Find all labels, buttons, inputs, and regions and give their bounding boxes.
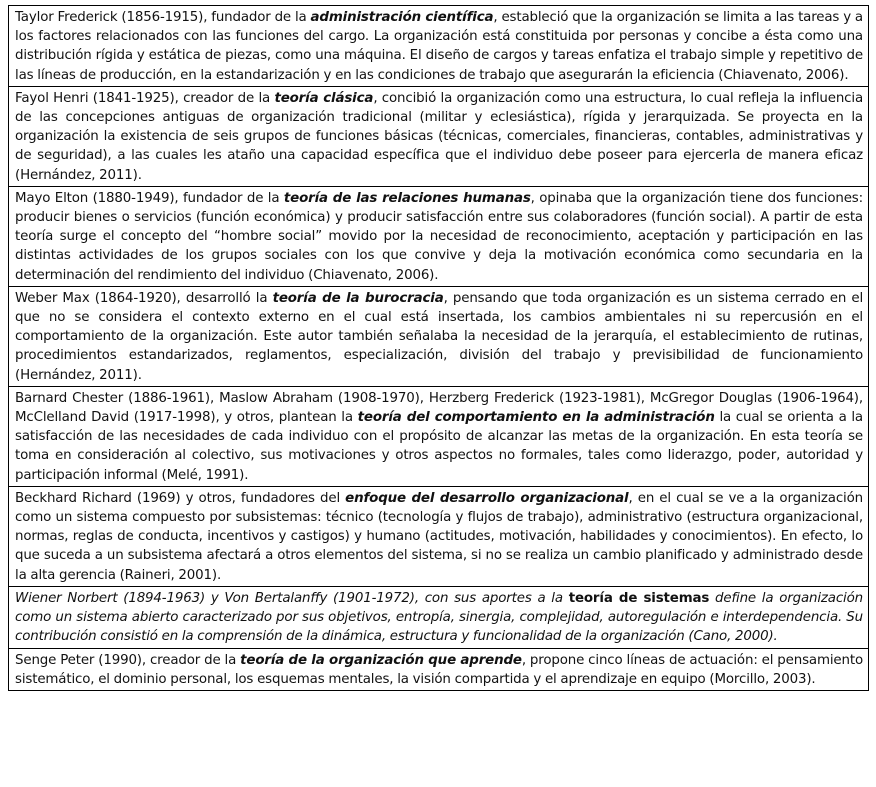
theory-name-highlight: teoría de la organización que aprende: [240, 652, 522, 668]
table-row: [9, 87, 868, 187]
row-text-before: Fayol Henri (1841-1925), creador de la: [15, 90, 275, 106]
row-text-after: , estableció que la organización se limita a las tareas y a los factores relacionados con las funciones del cargo. La organización está constituida por personas y concibe a ésta como una distribución rígida y estática de piezas, como una máquina. El diseño de cargos y tareas enfatiza el trabajo simple y repetitivo de las líneas de producción, en la estandarización y en las condiciones de trabajo que asegurarán la eficiencia (Chiavenato, 2006).: [15, 10, 863, 83]
theory-name-highlight: teoría de la burocracia: [272, 290, 444, 306]
row-text-barnard: [15, 389, 863, 485]
row-text-mayo: [15, 189, 863, 285]
table-row: [9, 187, 868, 287]
row-text-wiener: [15, 589, 863, 647]
theory-name-highlight: teoría del comportamiento en la administración: [357, 410, 715, 426]
row-text-before: Weber Max (1864-1920), desarrolló la: [15, 290, 273, 306]
table-row: [9, 6, 868, 87]
row-text-taylor: [15, 8, 863, 85]
row-text-after: , propone cinco líneas de actuación: el pensamiento sistemático, el dominio personal, los esquemas mentales, la visión compartida y el aprendizaje en equipo (Morcillo, 2003).: [15, 652, 863, 687]
row-text-after: define la organización como un sistema abierto caracterizado por sus objetivos, entropía, sinergia, complejidad, autoregulación e interdependencia. Su contribución consistió en la comprensión de la dinámica, estructura y funcionalidad de la organización (Cano, 2000).: [15, 590, 864, 645]
table-row: [9, 587, 868, 649]
row-text-weber: [15, 289, 863, 385]
row-text-senge: [15, 651, 863, 689]
row-text-before: Wiener Norbert (1894-1963) y Von Bertalanffy (1901-1972), con sus aportes a la: [15, 590, 569, 606]
row-text-after: la cual se orienta a la satisfacción de las necesidades de cada individuo con el propósito de alcanzar las metas de la organización. En esta teoría se toma en consideración al colectivo, sus motivaciones y otros aspectos no formales, tales como liderazgo, poder, autoridad y participación informal (Melé, 1991).: [15, 410, 863, 483]
theory-name-highlight: administración científica: [310, 10, 494, 25]
theory-name-highlight: teoría de las relaciones humanas: [283, 190, 531, 206]
table-row: [9, 487, 868, 587]
table-row: [9, 649, 868, 691]
table-row: [9, 287, 868, 387]
row-text-after: , opinaba que la organización tiene dos funciones: producir bienes o servicios (función económica) y producir satisfacción entre sus colaboradores (función social). A partir de esta teoría surge el concepto del “hombre social” movido por la necesidad de reconocimiento, aceptación y participación en las distintas actividades de los grupos sociales con los que convive y deja la motivación económica como secundaria en la determinación del rendimiento del individuo (Chiavenato, 2006).: [15, 190, 863, 283]
row-text-before: Taylor Frederick (1856-1915), fundador de la: [15, 10, 311, 25]
row-text-fayol: [15, 89, 863, 185]
row-text-before: Beckhard Richard (1969) y otros, fundadores del: [15, 490, 346, 506]
row-text-after: , concibió la organización como una estructura, lo cual refleja la influencia de las concepciones antiguas de organización tradicional (militar y eclesiástica), rígida y jerarquizada. Se proyecta en la organización la existencia de seis grupos de funciones básicas (técnicas, comerciales, financieras, contables, administrativas y de seguridad), a las cuales les ataño una capacidad específica que el individuo debe poseer para ejercerla de manera eficaz (Hernández, 2011).: [15, 90, 863, 183]
row-text-before: Barnard Chester (1886-1961), Maslow Abraham (1908-1970), Herzberg Frederick (1923-1981), McGregor Douglas (1906-1964), McClelland David (1917-1998), y otros, plantean la: [15, 390, 863, 426]
table-row: [9, 387, 868, 487]
row-text-before: Mayo Elton (1880-1949), fundador de la: [15, 190, 284, 206]
row-text-after: , en el cual se ve a la organización como un sistema compuesto por subsistemas: técnico (tecnología y flujos de trabajo), administrativo (estructura organizacional, normas, reglas de conducta, incentivos y castigos) y humano (actitudes, motivación, habilidades y conocimientos). En efecto, lo que suceda a un subsistema afectará a otros elementos del sistema, si no se realiza un cambio planificado y administrado desde la alta gerencia (Raineri, 2001).: [15, 490, 863, 583]
row-text-beckhard: [15, 489, 863, 585]
row-text-after: , pensando que toda organización es un sistema cerrado en el que no se considera el contexto externo en el cual está insertada, los cambios ambientales ni su repercusión en el comportamiento de la organización. Este autor también señalaba la necesidad de la jerarquía, el establecimiento de rutinas, procedimientos estandarizados, reglamentos, especialización, división del trabajo y previsibilidad de funcionamiento (Hernández, 2011).: [15, 290, 864, 383]
theory-name-highlight: teoría clásica: [274, 90, 374, 106]
theory-name-highlight: enfoque del desarrollo organizacional: [345, 490, 629, 506]
theory-name-highlight: teoría de sistemas: [568, 590, 710, 606]
theories-table: [8, 5, 869, 691]
row-text-before: Senge Peter (1990), creador de la: [15, 652, 241, 668]
